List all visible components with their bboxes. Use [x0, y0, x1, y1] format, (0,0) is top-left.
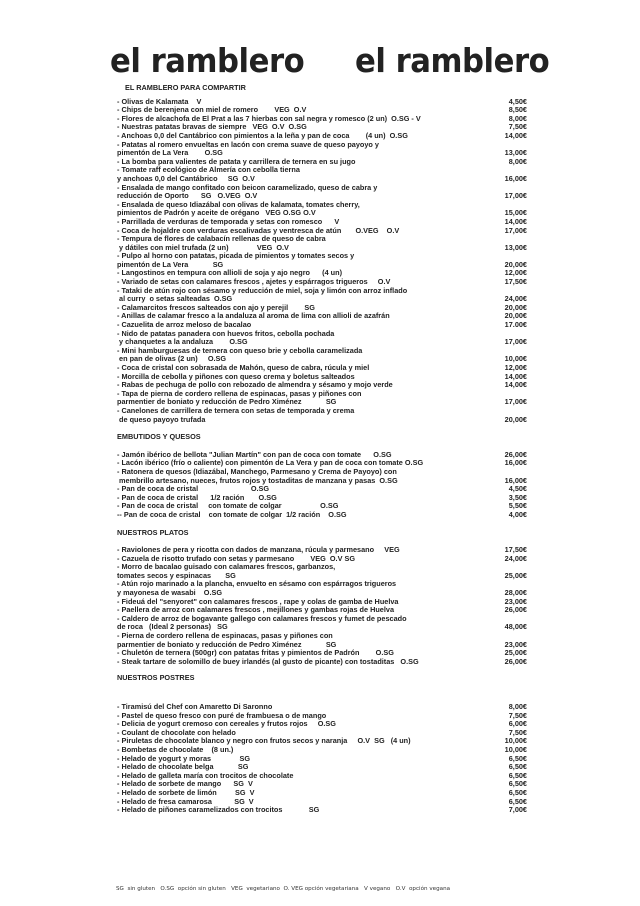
menu-item-price: 25,00€: [504, 648, 527, 658]
menu-item-price: 14,00€: [504, 216, 527, 226]
menu-item-name: - Rabas de pechuga de pollo con rebozado de almendra y sésamo y mojo verde: [117, 380, 393, 390]
logo-left: el ramblero: [110, 41, 305, 80]
section-title: EMBUTIDOS Y QUESOS: [117, 432, 201, 442]
menu-item-name: -- Pan de coca de cristal con tomate de colgar 1/2 ración O.SG: [117, 509, 347, 519]
menu-item-price: 24,00€: [504, 294, 527, 304]
menu-item-price: 26,00€: [504, 656, 527, 666]
menu-item: [117, 201, 527, 218]
menu-item-price: 10,00€: [504, 736, 527, 746]
menu-item-name: - Cazuelita de arroz meloso de bacalao: [117, 320, 252, 330]
menu-item-name: - Helado de fresa camarosa SG V: [117, 796, 254, 806]
menu-item: [117, 390, 527, 407]
menu-item-name: - Pierna de cordero rellena de espinacas, pasas y piñones con parmentier de boniato y reducción de Pedro Ximénez SG: [117, 631, 337, 649]
menu-item-name: - Tempura de flores de calabacín rellenas de queso de cabra y dátiles con miel trufada (2 un) VEG O.V: [117, 234, 326, 252]
section-title: NUESTROS POSTRES: [117, 673, 195, 683]
menu-item-name: - Anillas de calamar fresco a la andaluza al aroma de lima con allioli de azafrán: [117, 311, 390, 321]
menu-item-price: 28,00€: [504, 588, 527, 598]
menu-item-price: 17,00€: [504, 225, 527, 235]
menu-item-price: 8,00€: [508, 156, 527, 166]
menu-item-name: - Tiramisú del Chef con Amaretto Di Saronno: [117, 702, 273, 711]
menu-item-price: 16,00€: [504, 173, 527, 183]
menu-item-name: - Pan de coca de cristal con tomate de colgar O.SG: [117, 501, 339, 511]
menu-item-name: - Flores de alcachofa de El Prat a las 7 hierbas con sal negra y romesco (2 un) O.SG - V: [117, 113, 421, 123]
menu-item-price: 26,00€: [504, 449, 527, 459]
menu-item-price: 4,50€: [508, 484, 527, 494]
menu-item: [117, 347, 527, 364]
menu-item-name: - Patatas al romero envueltas en lacón con crema suave de queso payoyo y pimentón de La Vera O.SG: [117, 139, 379, 158]
menu-item-name: - Tomate raff ecológico de Almería con cebolla tierna y anchoas 0,0 del Cantábrico SG O.V: [117, 165, 300, 183]
menu-item-price: 17.00€: [504, 320, 527, 330]
menu-item: [117, 563, 527, 580]
menu-item-price: 25,00€: [504, 570, 527, 580]
menu-item-price: 17,00€: [504, 191, 527, 201]
menu-item-name: - Pan de coca de cristal O.SG: [117, 484, 270, 494]
menu-item-price: 6,50€: [508, 762, 527, 772]
dietary-legend: SG sin gluten O.SG opción sin gluten VEG vegetariano O. VEG opción vegetariana V vegano O.V opción vegana: [116, 886, 451, 892]
menu-item-price: 5,50€: [508, 501, 527, 511]
menu-item-price: 14,00€: [504, 130, 527, 140]
menu-item-price: 20,00€: [504, 414, 527, 424]
menu-item-price: 48,00€: [504, 622, 527, 632]
menu-item: [117, 580, 527, 597]
menu-item-price: 17,50€: [504, 545, 527, 555]
menu-item-name: - Anchoas 0,0 del Cantábrico con pimientos a la leña y pan de coca (4 un) O.SG: [117, 130, 408, 140]
menu-item-name: - Ratonera de quesos (Idiazábal, Manchego, Parmesano y Crema de Payoyo) con membrillo artesano, nueces, frutos rojos y tostaditas de manzana y pasas O.SG: [117, 466, 398, 485]
menu-item-name: - Cazuela de risotto trufado con setas y parmesano VEG O.V SG: [117, 553, 356, 563]
menu-item-price: 14,00€: [504, 380, 527, 390]
menu-item-price: 17,50€: [504, 277, 527, 287]
menu-item-name: - Coca de cristal con sobrasada de Mahón, queso de cabra, rúcula y miel: [117, 363, 370, 372]
menu-item-name: - Atún rojo marinado a la plancha, envuelto en sésamo con espárragos trigueros y mayonesa de wasabi O.SG: [117, 579, 397, 598]
menu-item-price: 6,50€: [508, 753, 527, 763]
menu-item-name: - Helado de piñones caramelizados con trocitos SG: [117, 805, 320, 815]
menu-section: [117, 433, 527, 519]
menu-section: [117, 84, 527, 424]
section-title: EL RAMBLERO PARA COMPARTIR: [125, 83, 246, 92]
menu-item-name: - Lacón ibérico (frío o caliente) con pimentón de La Vera y pan de coca con tomate O.SG: [117, 458, 424, 468]
menu-item-price: 8,00€: [508, 113, 527, 123]
menu-item-price: 10,00€: [504, 744, 527, 754]
menu-item-price: 6,50€: [508, 796, 527, 806]
menu-item: [117, 407, 527, 424]
menu-item-price: 4,00€: [508, 509, 527, 519]
menu-item-name: - Tapa de pierna de cordero rellena de espinacas, pasas y piñones con parmentier de boniato y reducción de Pedro Ximénez SG: [117, 388, 362, 407]
menu-item-name: - Nuestras patatas bravas de siempre VEG O.V O.SG: [117, 122, 307, 132]
menu-item: [117, 632, 527, 649]
menu-item: [117, 330, 527, 347]
menu-item-name: - Pastel de queso fresco con puré de frambuesa o de mango: [117, 710, 327, 720]
menu-item-price: 7,50€: [508, 727, 527, 737]
menu-item: [117, 806, 527, 815]
menu-item-price: 4,50€: [508, 96, 527, 106]
menu-item-name: - Helado de sorbete de mango SG V: [117, 779, 253, 789]
menu-item-name: - Parrillada de verduras de temporada y setas con romesco V: [117, 216, 340, 226]
menu-item-price: 23,00€: [504, 639, 527, 649]
menu-item: [117, 252, 527, 269]
menu-item-name: - Delicia de yogurt cremoso con cereales y frutos rojos O.SG: [117, 719, 336, 729]
menu-item-name: - Mini hamburguesas de ternera con queso brie y cebolla caramelizada en pan de olivas (2 un) O.SG: [117, 345, 363, 364]
menu-item-price: 20,00€: [504, 302, 527, 312]
menu-item-price: 7,50€: [508, 710, 527, 720]
menu-item-price: 24,00€: [504, 553, 527, 563]
menu-item-price: 20,00€: [504, 259, 527, 269]
menu-item-name: - Fideuá del "senyoret" con calamares frescos , rape y colas de gamba de Huelva: [117, 596, 399, 606]
menu-item-price: 8,00€: [508, 702, 527, 711]
menu-item-name: - Chuletón de ternera (500gr) con patatas fritas y pimientos de Padrón O.SG: [117, 648, 394, 658]
menu-item: [117, 141, 527, 158]
menu-item-name: - Helado de galleta maría con trocitos de chocolate: [117, 770, 294, 780]
menu-item-name: - Calamarcitos frescos salteados con ajo y perejil SG: [117, 302, 315, 312]
menu-item-name: - Morro de bacalao guisado con calamares frescos, garbanzos, tomates secos y espinacas SG: [117, 562, 336, 580]
logo-right: el ramblero: [355, 41, 550, 80]
menu-item-price: 13,00€: [504, 242, 527, 252]
menu-item-price: 6,50€: [508, 787, 527, 797]
menu-item-price: 20,00€: [504, 311, 527, 321]
menu-item-price: 13,00€: [504, 148, 527, 158]
menu-item-name: - Tataki de atún rojo con sésamo y reducción de miel, soja y limón con arroz inflado al curry o setas salteadas O.SG: [117, 285, 408, 304]
menu-item-name: - Chips de berenjena con miel de romero VEG O.V: [117, 105, 307, 115]
menu-item-name: - Variado de setas con calamares frescos , ajetes y espárragos trigueros O.V: [117, 277, 391, 287]
menu-item-price: 17,00€: [504, 397, 527, 407]
menu-item-price: 23,00€: [504, 596, 527, 606]
menu-item: [117, 184, 527, 201]
menu-section: [117, 674, 527, 814]
menu-item-name: - Coca de hojaldre con verduras escalivadas y ventresca de atún O.VEG O.V: [117, 225, 400, 235]
menu-item-price: 14,00€: [504, 371, 527, 381]
menu-item-price: 17,00€: [504, 337, 527, 347]
menu-item: [117, 511, 527, 520]
menu-item: [117, 615, 527, 632]
menu-item-name: - Morcilla de cebolla y piñones con queso crema y boletus salteados: [117, 371, 355, 381]
menu-item-name: - Steak tartare de solomillo de buey irlandés (al gusto de picante) con tostaditas O.SG: [117, 656, 419, 666]
menu-item-price: 12,00€: [504, 363, 527, 372]
menu-item-name: - Langostinos en tempura con allioli de soja y ajo negro (4 un): [117, 268, 343, 278]
menu-item-name: - Helado de chocolate belga SG: [117, 762, 249, 772]
menu-item-name: - Caldero de arroz de bogavante gallego con calamares frescos y fumet de pescado de roca (Ideal 2 personas) SG: [117, 613, 407, 632]
menu-item-name: - Bombetas de chocolate (8 un.): [117, 744, 234, 754]
menu-item: [117, 235, 527, 252]
menu-item-price: 12,00€: [504, 268, 527, 278]
menu-item-price: 7,00€: [508, 805, 527, 815]
menu-item: [117, 658, 527, 667]
menu-item-price: 6,00€: [508, 719, 527, 729]
menu-section: [117, 529, 527, 667]
menu-item-price: 6,50€: [508, 770, 527, 780]
menu-item-name: - Jamón ibérico de bellota "Julian Martín" con pan de coca con tomate O.SG: [117, 449, 392, 459]
menu-item-name: - Ensalada de mango confitado con beicon caramelizado, queso de cabra y reducción de Oporto SG O.VEG O.V: [117, 182, 378, 201]
menu-item-name: - Canelones de carrillera de ternera con setas de temporada y crema de queso payoyo trufada: [117, 405, 355, 424]
menu-item-price: 15,00€: [504, 208, 527, 218]
menu-item-price: 3,50€: [508, 492, 527, 502]
menu-item-price: 16,00€: [504, 475, 527, 485]
menu-item-name: - Nido de patatas panadera con huevos fritos, cebolla pochada y chanquetes a la andaluza O.SG: [117, 328, 335, 347]
menu-item-name: - Helado de yogurt y moras SG: [117, 753, 250, 763]
menu-item-price: 6,50€: [508, 779, 527, 789]
menu-item-name: - Paellera de arroz con calamares frescos , mejillones y gambas rojas de Huelva: [117, 605, 395, 615]
menu-item: [117, 166, 527, 183]
menu-item-price: 7,50€: [508, 122, 527, 132]
menu-item-price: 16,00€: [504, 458, 527, 468]
menu-item-price: 8,50€: [508, 105, 527, 115]
menu-item-name: - Coulant de chocolate con helado: [117, 727, 236, 737]
section-title: NUESTROS PLATOS: [117, 527, 189, 537]
menu-item-name: - Helado de sorbete de limón SG V: [117, 787, 255, 797]
menu-item-name: - Piruletas de chocolate blanco y negro con frutos secos y naranja O.V SG (4 un): [117, 736, 411, 746]
menu-item-name: - Pan de coca de cristal 1/2 ración O.SG: [117, 492, 277, 502]
menu-item: [117, 468, 527, 485]
menu-item-name: - Ensalada de queso Idiazábal con olivas de kalamata, tomates cherry, pimientos de Padrón y aceite de orégano VEG O.SG O.V: [117, 199, 360, 218]
menu-item-price: 10,00€: [504, 354, 527, 364]
menu-item-name: - Raviolones de pera y ricotta con dados de manzana, rúcula y parmesano VEG: [117, 545, 400, 555]
menu-body: [117, 84, 527, 815]
menu-item-name: - La bomba para valientes de patata y carrillera de ternera en su jugo: [117, 156, 356, 166]
menu-item-name: - Olivas de Kalamata V: [117, 96, 202, 106]
menu-item-price: 26,00€: [504, 605, 527, 615]
menu-item-name: - Pulpo al horno con patatas, picada de pimientos y tomates secos y pimentón de La Vera SG: [117, 251, 355, 269]
menu-item: [117, 287, 527, 304]
